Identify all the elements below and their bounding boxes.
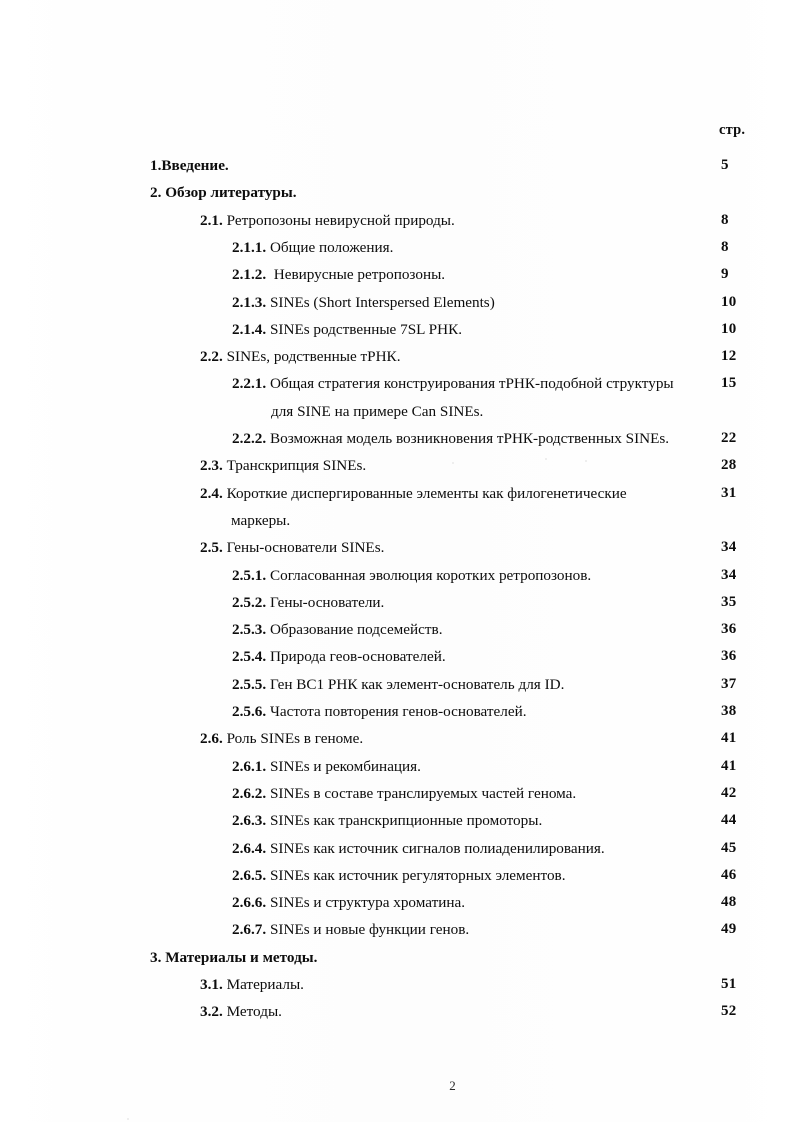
toc-row[interactable] [0,261,793,288]
toc-entry-number: 3.2. [200,1003,223,1021]
toc-entry-number: 2.6.1. [232,757,267,775]
toc-entry-page-number: 44 [721,812,737,829]
toc-entry[interactable] [232,234,393,261]
toc-entry[interactable] [232,862,566,889]
toc-row[interactable] [0,562,793,589]
toc-entry[interactable] [200,343,401,370]
toc-row[interactable] [0,152,793,179]
toc-entry-title: SINEs (Short Interspersed Elements) [266,293,495,311]
toc-entry-number: 1. [150,157,162,174]
toc-entry-page-number: 38 [721,703,737,719]
toc-row[interactable] [0,480,793,507]
toc-entry-number: 2.5. [200,539,223,557]
toc-entry[interactable] [232,289,495,316]
toc-row[interactable] [0,835,793,862]
toc-entry-page-number: 34 [721,566,737,583]
toc-entry-page-number: 15 [721,375,737,392]
toc-entry-number: 2.5.5. [232,675,267,693]
toc-entry-number: 2.6.4. [232,839,267,857]
toc-entry[interactable] [232,671,564,698]
toc-entry[interactable] [232,643,446,670]
toc-entry-page-number: 28 [721,457,737,474]
toc-entry-page-number: 8 [721,238,729,255]
toc-entry-page-number: 41 [721,757,737,774]
toc-entry-title: SINEs и новые функции генов. [266,921,470,939]
toc-row[interactable] [0,452,793,479]
toc-entry-page-number: 22 [721,430,737,446]
toc-entry-title: Образование подсемейств. [266,621,443,639]
toc-entry-title: Материалы и методы. [161,948,318,966]
toc-entry-page-number: 48 [721,894,737,911]
toc-entry-number: 2.2. [200,348,223,366]
toc-row[interactable] [0,398,793,425]
toc-entry[interactable] [200,480,627,507]
toc-entry-title: Гены-основатели SINEs. [222,539,385,557]
toc-entry[interactable] [232,698,527,725]
toc-row[interactable] [0,425,793,452]
toc-entry-page-number: 37 [721,675,737,692]
toc-entry-page-number: 10 [721,320,737,337]
toc-entry[interactable] [232,370,674,397]
toc-row[interactable] [0,343,793,370]
toc-row[interactable] [0,289,793,316]
toc-entry-page-number: 9 [721,266,729,283]
toc-entry-title: Ретропозоны невирусной природы. [222,211,455,229]
toc-row[interactable] [0,179,793,206]
toc-row[interactable] [0,671,793,698]
toc-entry-title: Общая стратегия конструирования тРНК-подобной структуры [266,375,674,393]
toc-entry-title: SINEs и структура хроматина. [266,894,466,912]
toc-entry-title: Природа геов-основателей. [266,648,446,666]
toc-entry-title: Ген BC1 РНК как элемент-основатель для ID. [266,675,565,693]
toc-row[interactable] [0,207,793,234]
toc-entry-number: 2.5.3. [232,621,267,639]
toc-entry[interactable] [232,753,421,780]
toc-entry-title: для SINE на примере Can SINEs. [271,402,484,420]
toc-entry-number: 2.6.6. [232,894,267,912]
toc-entry-page-number: 31 [721,484,737,501]
toc-entry-title: Невирусные ретропозоны. [266,266,446,284]
toc-entry-number: 2.1.3. [232,293,267,311]
toc-entry-number: 2.6.3. [232,812,267,830]
toc-entry[interactable] [232,807,542,834]
toc-entry[interactable] [232,261,445,288]
toc-entry-number: 2.6.2. [232,784,267,802]
toc-row[interactable] [0,370,793,397]
toc-row[interactable] [0,916,793,943]
toc-row[interactable] [0,725,793,752]
toc-entry-page-number: 41 [721,730,737,747]
toc-entry-page-number: 46 [721,866,737,883]
toc-entry-page-number: 35 [721,593,737,610]
toc-entry-title: Материалы. [222,976,304,993]
toc-entry-number: 2.4. [200,484,223,502]
toc-row[interactable] [0,998,793,1025]
toc-entry[interactable] [232,835,605,862]
toc-entry-number: 2. [150,184,162,202]
toc-entry-number: 2.6.5. [232,866,267,884]
toc-entry[interactable] [232,425,669,452]
toc-entry[interactable] [232,780,576,807]
toc-entry-title: Транскрипция SINEs. [222,457,367,475]
toc-row[interactable] [0,862,793,889]
toc-entry-page-number: 36 [721,648,737,665]
toc-entry-title: Роль SINEs в геноме. [222,730,364,748]
toc-entry[interactable] [150,944,317,971]
toc-entry[interactable] [231,507,290,534]
toc-entry-title: SINEs как источник регуляторных элементов. [266,866,566,884]
toc-entry-title: Общие положения. [266,238,394,256]
toc-entry-page-number: 45 [721,839,737,856]
toc-entry-number: 2.3. [200,457,223,475]
toc-row[interactable] [0,507,793,534]
toc-entry-page-number: 51 [721,976,737,992]
toc-row[interactable] [0,889,793,916]
toc-entry-number: 2.1.1. [232,238,267,256]
toc-entry[interactable] [200,998,282,1025]
toc-entry[interactable] [232,916,469,943]
toc-entry-number: 2.6.7. [232,921,267,939]
toc-entry-page-number: 42 [721,784,737,801]
toc-entry-title: Короткие диспергированные элементы как филогенетические [222,484,627,502]
toc-row[interactable] [0,234,793,261]
toc-entry-title: SINEs и рекомбинация. [266,757,421,775]
folio-number: 2 [449,1078,456,1093]
toc-entry-number: 2.6. [200,730,223,748]
toc-row[interactable] [0,316,793,343]
toc-entry-title: маркеры. [231,511,291,529]
toc-entry-title: SINEs родственные 7SL РНК. [266,320,462,338]
toc-entry-page-number: 34 [721,539,737,556]
page-folio [0,1078,793,1094]
toc-entry-number: 2.5.1. [232,566,267,584]
toc-row[interactable] [0,534,793,561]
toc-entry[interactable] [232,589,384,616]
toc-entry[interactable] [200,971,304,998]
toc-entry[interactable] [150,152,229,179]
toc-entry-title: SINEs как источник сигналов полиаденилирования. [266,839,605,857]
toc-entry-title: SINEs, родственные тРНК. [222,348,401,366]
toc-entry[interactable] [200,534,384,561]
toc-entry-page-number: 10 [721,293,737,310]
toc-row[interactable] [0,589,793,616]
toc-entry-page-number: 12 [721,348,737,365]
toc-entry-title: Методы. [222,1003,282,1021]
toc-entry-number: 2.1.4. [232,320,267,338]
toc-entry[interactable] [271,398,483,425]
toc-entry[interactable] [232,889,465,916]
toc-entry[interactable] [232,316,462,343]
toc-entry-number: 2.5.2. [232,593,267,611]
toc-row[interactable] [0,616,793,643]
toc-row[interactable] [0,971,793,998]
toc-entry[interactable] [200,452,366,479]
toc-entry-title: SINEs в составе транслируемых частей генома. [266,784,577,802]
toc-entry-number: 3. [150,948,162,966]
toc-row[interactable] [0,944,793,971]
toc-entry-number: 3.1. [200,976,223,993]
toc-row[interactable] [0,698,793,725]
toc-entry-number: 2.2.1. [232,375,267,393]
toc-entry-title: Введение. [161,157,229,174]
toc-entry-page-number: 5 [721,157,729,173]
toc-row[interactable] [0,643,793,670]
toc-row[interactable] [0,807,793,834]
toc-entry-number: 2.5.4. [232,648,267,666]
toc-entry-number: 2.5.6. [232,703,267,720]
toc-entry[interactable] [200,207,455,234]
toc-entry-page-number: 8 [721,211,729,228]
toc-entry[interactable] [232,616,443,643]
toc-row[interactable] [0,780,793,807]
toc-entry-number: 2.2.2. [232,430,267,447]
toc-entry[interactable] [150,179,297,206]
toc-entry-number: 2.1.2. [232,266,267,284]
page-column-header: стр. [719,122,746,138]
toc-entry-page-number: 49 [721,921,737,938]
toc-entry-title: Возможная модель возникновения тРНК-родственных SINEs. [266,430,670,447]
toc-entry-number: 2.1. [200,211,223,229]
toc-entry-title: SINEs как транскрипционные промоторы. [266,812,543,830]
toc-entry-title: Обзор литературы. [161,184,297,202]
toc-entry-title: Согласованная эволюция коротких ретропозонов. [266,566,592,584]
toc-entry-page-number: 36 [721,621,737,638]
toc-entry-title: Гены-основатели. [266,593,385,611]
toc-entry-page-number: 52 [721,1003,737,1020]
toc-row[interactable] [0,753,793,780]
toc-entry[interactable] [200,725,363,752]
toc-entry-title: Частота повторения генов-основателей. [266,703,527,720]
toc-entry[interactable] [232,562,591,589]
